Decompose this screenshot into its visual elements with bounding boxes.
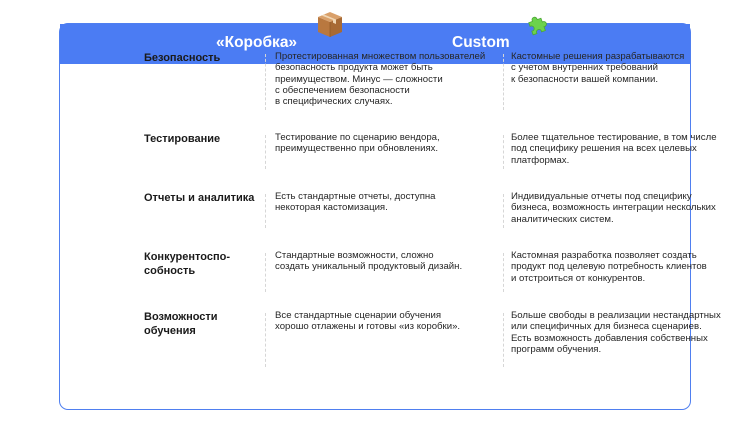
column-divider [503, 313, 504, 367]
custom-cell [511, 250, 746, 284]
box-cell-line: Все стандартные сценарии обучения [275, 310, 442, 321]
row-label-line: Безопасность [144, 52, 221, 64]
custom-cell-line: Индивидуальные отчеты под специфику [511, 191, 692, 202]
custom-cell-line: под специфику решения на всех целевых [511, 143, 697, 155]
column-header-box: «Коробка» [216, 34, 298, 51]
box-cell-line: Есть стандартные отчеты, доступна [275, 191, 436, 202]
box-cell-line: некоторая кастомизация. [275, 202, 388, 214]
row-label [144, 132, 264, 146]
column-header-custom: Custom [452, 34, 510, 51]
custom-cell-line: платформах. [511, 154, 570, 166]
custom-cell-line: или специфичных для бизнеса сценариев. [511, 321, 702, 333]
row-label-line: Отчеты и аналитика [144, 192, 255, 204]
custom-cell [511, 51, 746, 85]
cardboard-box-icon [315, 9, 345, 39]
puzzle-piece-icon [524, 12, 550, 38]
row-label-line: Конкурентоспо- [144, 251, 230, 263]
row-label-line: собность [144, 265, 196, 277]
column-divider [503, 194, 504, 228]
box-cell [275, 51, 500, 107]
custom-cell-line: аналитических систем. [511, 213, 614, 225]
comparison-card [59, 23, 721, 410]
box-cell-line: Протестированная множеством пользователей [275, 51, 486, 62]
custom-cell-line: Есть возможность добавления собственных [511, 332, 708, 344]
custom-cell-line: продукт под целевую потребность клиентов [511, 261, 707, 273]
custom-cell-line: Более тщательное тестирование, в том числе [511, 132, 717, 143]
box-cell-line: преимуществом. Минус — сложности [275, 73, 443, 85]
column-divider [503, 54, 504, 110]
custom-cell-line: к безопасности вашей компании. [511, 73, 659, 85]
box-cell-line: создать уникальный продуктовый дизайн. [275, 261, 463, 273]
custom-cell [511, 132, 746, 166]
custom-cell-line: с учетом внутренних требований [511, 62, 658, 74]
row-label [144, 250, 264, 278]
table-row [60, 310, 721, 370]
custom-cell [511, 310, 746, 355]
table-row [60, 250, 707, 295]
table-row [60, 191, 716, 231]
box-cell-line: Тестирование по сценарию вендора, [275, 132, 440, 143]
box-cell-line: с обеспечением безопасности [275, 84, 410, 96]
column-divider [503, 253, 504, 292]
box-cell [275, 250, 500, 273]
box-cell-line: в специфических случаях. [275, 96, 393, 108]
custom-cell-line: программ обучения. [511, 343, 602, 355]
box-cell-line: безопасность продукта может быть [275, 62, 433, 74]
custom-cell-line: Больше свободы в реализации нестандартных [511, 310, 721, 321]
custom-cell-line: Кастомная разработка позволяет создать [511, 250, 697, 261]
box-cell-line: хорошо отлажены и готовы «из коробки». [275, 321, 461, 333]
table-row [60, 51, 690, 113]
column-divider [265, 135, 266, 169]
box-cell [275, 132, 500, 155]
row-label [144, 310, 264, 338]
column-divider [503, 135, 504, 169]
box-cell-line: преимущественно при обновлениях. [275, 143, 439, 155]
custom-cell-line: бизнеса, возможность интеграции нескольких [511, 202, 716, 214]
table-row [60, 132, 717, 172]
row-label-line: обучения [144, 325, 196, 337]
custom-cell [511, 191, 746, 225]
column-divider [265, 253, 266, 292]
box-cell [275, 310, 500, 333]
custom-cell-line: Кастомные решения разрабатываются [511, 51, 685, 62]
row-label [144, 51, 264, 65]
row-label [144, 191, 264, 205]
column-divider [265, 194, 266, 228]
row-label-line: Возможности [144, 311, 218, 323]
column-divider [265, 313, 266, 367]
custom-cell-line: и отстроиться от конкурентов. [511, 272, 646, 284]
row-label-line: Тестирование [144, 133, 221, 145]
box-cell [275, 191, 500, 214]
column-divider [265, 54, 266, 110]
box-cell-line: Стандартные возможности, сложно [275, 250, 434, 261]
